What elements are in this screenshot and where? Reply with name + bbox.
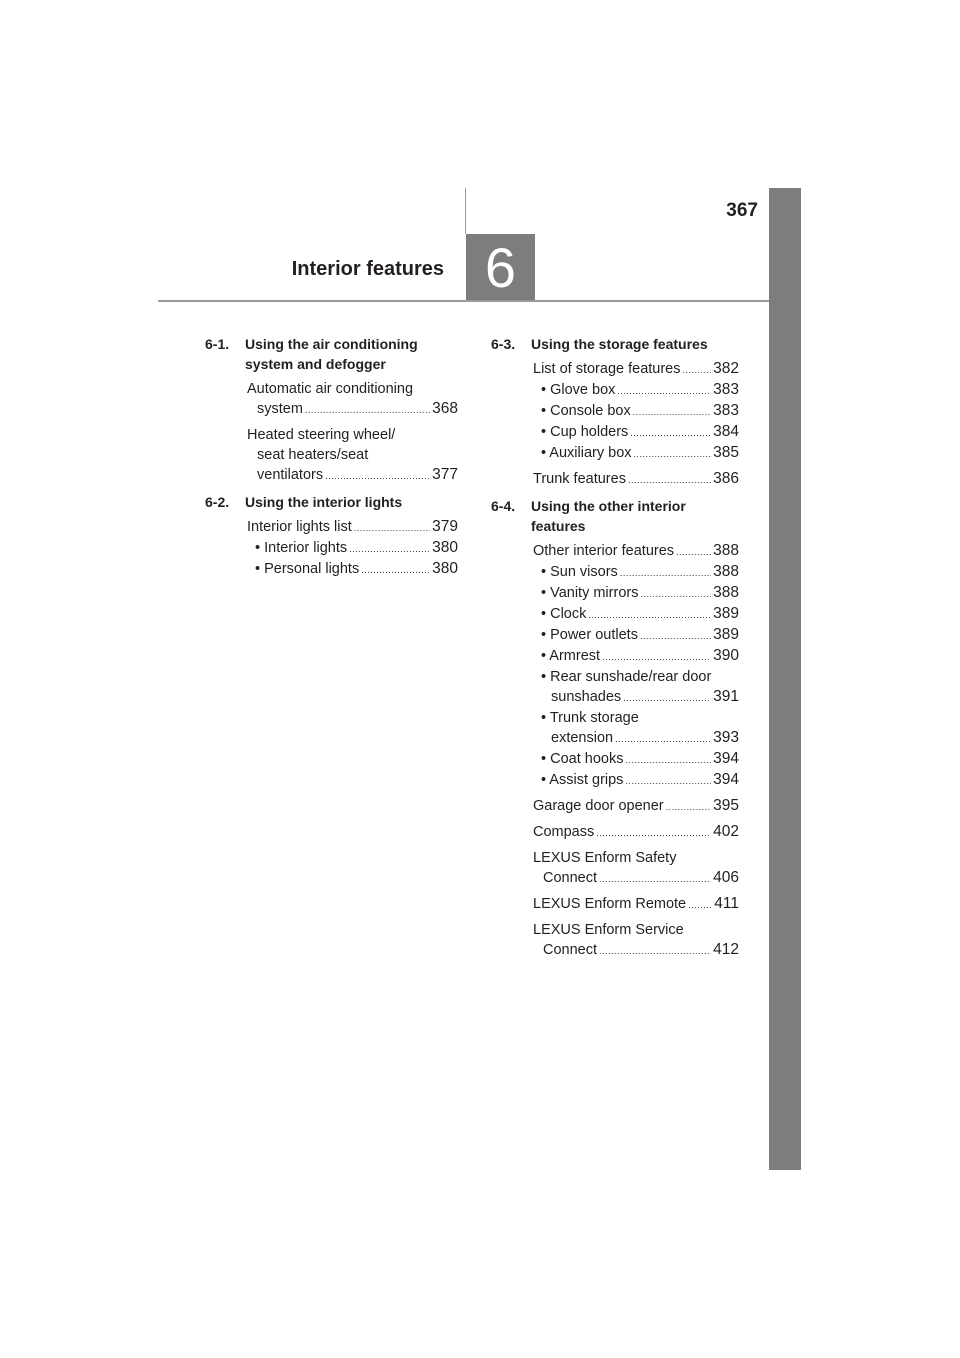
entry-page-number: 388 <box>713 584 739 601</box>
entry-label: • Power outlets <box>541 627 638 643</box>
entry-leader-row <box>533 541 739 562</box>
dot-leader <box>599 941 711 961</box>
entry-leader-row <box>541 770 739 791</box>
entry-label: • Sun visors <box>541 564 618 580</box>
entry-label: • Cup holders <box>541 424 629 440</box>
chapter-number: 6 <box>466 234 535 301</box>
toc-subentry[interactable] <box>247 538 458 559</box>
dot-leader <box>625 750 711 770</box>
section-number: 6-1. <box>205 336 230 352</box>
toc-entry[interactable] <box>247 517 458 538</box>
dot-leader <box>623 688 711 708</box>
entry-page-number: 402 <box>713 823 739 840</box>
toc-entry[interactable] <box>247 379 458 420</box>
section-entries <box>491 359 739 490</box>
entry-page-number: 377 <box>432 466 458 483</box>
toc-subentry[interactable] <box>533 708 739 749</box>
entry-label: • Vanity mirrors <box>541 585 639 601</box>
toc-section <box>491 334 739 490</box>
entry-page-number: 411 <box>714 895 739 912</box>
entry-label: ventilators <box>257 467 324 483</box>
toc-subentry[interactable] <box>533 562 739 583</box>
section-heading <box>205 334 458 374</box>
entry-label: • Interior lights <box>255 540 348 556</box>
entry-leader-row <box>541 728 739 749</box>
dot-leader <box>599 869 711 889</box>
page-number: 367 <box>726 200 758 221</box>
entry-label-line: Automatic air conditioning <box>247 381 414 397</box>
entry-page-number: 380 <box>432 560 458 577</box>
entry-page-number: 386 <box>713 470 739 487</box>
section-heading <box>491 496 739 536</box>
entry-label: • Glove box <box>541 382 616 398</box>
toc-entry[interactable] <box>533 469 739 490</box>
entry-leader-row <box>255 538 458 559</box>
dot-leader <box>666 797 712 817</box>
entry-page-number: 389 <box>713 605 739 622</box>
entry-label-line: • Rear sunshade/rear door <box>541 669 712 685</box>
toc-section <box>205 334 458 486</box>
chapter-side-tab <box>769 188 801 1170</box>
entry-page-number: 391 <box>713 688 739 705</box>
toc-entry[interactable] <box>247 425 458 486</box>
entry-label-line: LEXUS Enform Safety <box>533 850 677 866</box>
header-rule <box>158 300 769 302</box>
dot-leader <box>676 542 711 562</box>
section-title: Using the other interior features <box>531 498 686 534</box>
entry-label: List of storage features <box>533 361 681 377</box>
toc-entry[interactable] <box>533 359 739 380</box>
toc-subentry[interactable] <box>533 443 739 464</box>
entry-page-number: 406 <box>713 869 739 886</box>
section-number: 6-4. <box>491 498 516 514</box>
toc-entry[interactable] <box>533 894 739 915</box>
toc-entry[interactable] <box>533 848 739 889</box>
toc-subentry[interactable] <box>533 604 739 625</box>
entry-label: Garage door opener <box>533 798 664 814</box>
dot-leader <box>349 539 430 559</box>
dot-leader <box>305 400 430 420</box>
entry-label: sunshades <box>551 689 622 705</box>
header-divider <box>465 188 466 234</box>
entry-leader-row <box>533 868 739 889</box>
section-number: 6-3. <box>491 336 516 352</box>
entry-page-number: 389 <box>713 626 739 643</box>
entry-label: • Personal lights <box>255 561 360 577</box>
section-entries <box>205 517 458 580</box>
entry-label: • Console box <box>541 403 631 419</box>
toc-subentry[interactable] <box>533 625 739 646</box>
section-title: Using the interior lights <box>245 494 403 510</box>
entry-leader-row <box>255 559 458 580</box>
entry-label: Compass <box>533 824 595 840</box>
entry-page-number: 395 <box>713 797 739 814</box>
entry-label: • Auxiliary box <box>541 445 632 461</box>
entry-leader-row <box>533 894 739 915</box>
entry-leader-row <box>541 583 739 604</box>
entry-leader-row <box>533 469 739 490</box>
entry-page-number: 388 <box>713 542 739 559</box>
entry-label: LEXUS Enform Remote <box>533 896 687 912</box>
entry-leader-row <box>541 687 739 708</box>
toc-left-column <box>205 334 458 586</box>
dot-leader <box>361 560 430 580</box>
entry-leader-row <box>533 940 739 961</box>
entry-leader-row <box>247 399 458 420</box>
toc-section <box>491 496 739 961</box>
dot-leader <box>325 466 430 486</box>
dot-leader <box>683 360 712 380</box>
entry-leader-row <box>247 517 458 538</box>
entry-page-number: 368 <box>432 400 458 417</box>
entry-page-number: 380 <box>432 539 458 556</box>
entry-page-number: 388 <box>713 563 739 580</box>
entry-label: extension <box>551 730 614 746</box>
dot-leader <box>620 563 711 583</box>
toc-subentry[interactable] <box>533 380 739 401</box>
toc-entry[interactable] <box>533 822 739 843</box>
entry-page-number: 383 <box>713 381 739 398</box>
entry-leader-row <box>541 604 739 625</box>
dot-leader <box>625 771 711 791</box>
dot-leader <box>640 584 711 604</box>
dot-leader <box>630 423 711 443</box>
entry-label: Connect <box>543 942 598 958</box>
entry-page-number: 379 <box>432 518 458 535</box>
entry-label: • Armrest <box>541 648 601 664</box>
entry-label: • Assist grips <box>541 772 624 788</box>
section-entries <box>491 541 739 961</box>
entry-leader-row <box>533 796 739 817</box>
entry-label-line: • Trunk storage <box>541 710 639 726</box>
entry-leader-row <box>533 822 739 843</box>
entry-label-line: Heated steering wheel/ <box>247 427 396 443</box>
section-heading <box>205 492 458 512</box>
dot-leader <box>588 605 711 625</box>
toc-subentry[interactable] <box>533 667 739 708</box>
dot-leader <box>633 402 711 422</box>
entry-label: Trunk features <box>533 471 626 487</box>
toc-section <box>205 492 458 580</box>
toc-entry[interactable] <box>533 920 739 961</box>
section-title: Using the storage features <box>531 336 708 352</box>
entry-leader-row <box>541 625 739 646</box>
dot-leader <box>354 518 430 538</box>
entry-page-number: 382 <box>713 360 739 377</box>
entry-page-number: 390 <box>713 647 739 664</box>
dot-leader <box>602 647 711 667</box>
dot-leader <box>688 895 712 915</box>
entry-label: Connect <box>543 870 598 886</box>
entry-page-number: 394 <box>713 750 739 767</box>
entry-label: system <box>257 401 303 417</box>
entry-leader-row <box>247 465 458 486</box>
dot-leader <box>617 381 711 401</box>
dot-leader <box>634 444 712 464</box>
dot-leader <box>596 823 711 843</box>
entry-leader-row <box>541 646 739 667</box>
section-entries <box>205 379 458 486</box>
toc-subentry[interactable] <box>533 646 739 667</box>
entry-leader-row <box>541 562 739 583</box>
entry-label-line: seat heaters/seat <box>257 447 369 463</box>
entry-label-line: LEXUS Enform Service <box>533 922 684 938</box>
entry-label: Other interior features <box>533 543 675 559</box>
toc-entry[interactable] <box>533 541 739 562</box>
toc-entry[interactable] <box>533 796 739 817</box>
toc-subentry[interactable] <box>533 401 739 422</box>
entry-leader-row <box>541 380 739 401</box>
entry-label: • Coat hooks <box>541 751 624 767</box>
toc-subentry[interactable] <box>533 583 739 604</box>
entry-page-number: 385 <box>713 444 739 461</box>
entry-page-number: 394 <box>713 771 739 788</box>
section-title: Using the air conditioning system and defogger <box>245 336 418 372</box>
entry-leader-row <box>541 401 739 422</box>
dot-leader <box>640 626 711 646</box>
entry-page-number: 412 <box>713 941 739 958</box>
toc-right-column <box>491 334 739 967</box>
entry-page-number: 393 <box>713 729 739 746</box>
entry-leader-row <box>541 443 739 464</box>
entry-leader-row <box>541 749 739 770</box>
entry-page-number: 384 <box>713 423 739 440</box>
toc-subentry[interactable] <box>533 749 739 770</box>
toc-subentry[interactable] <box>533 422 739 443</box>
toc-subentry[interactable] <box>247 559 458 580</box>
chapter-title: Interior features <box>291 258 444 280</box>
section-number: 6-2. <box>205 494 230 510</box>
section-heading <box>491 334 739 354</box>
entry-leader-row <box>541 422 739 443</box>
entry-label: Interior lights list <box>247 519 352 535</box>
entry-label: • Clock <box>541 606 587 622</box>
dot-leader <box>615 729 711 749</box>
entry-page-number: 383 <box>713 402 739 419</box>
dot-leader <box>628 470 711 490</box>
entry-leader-row <box>533 359 739 380</box>
toc-subentry[interactable] <box>533 770 739 791</box>
